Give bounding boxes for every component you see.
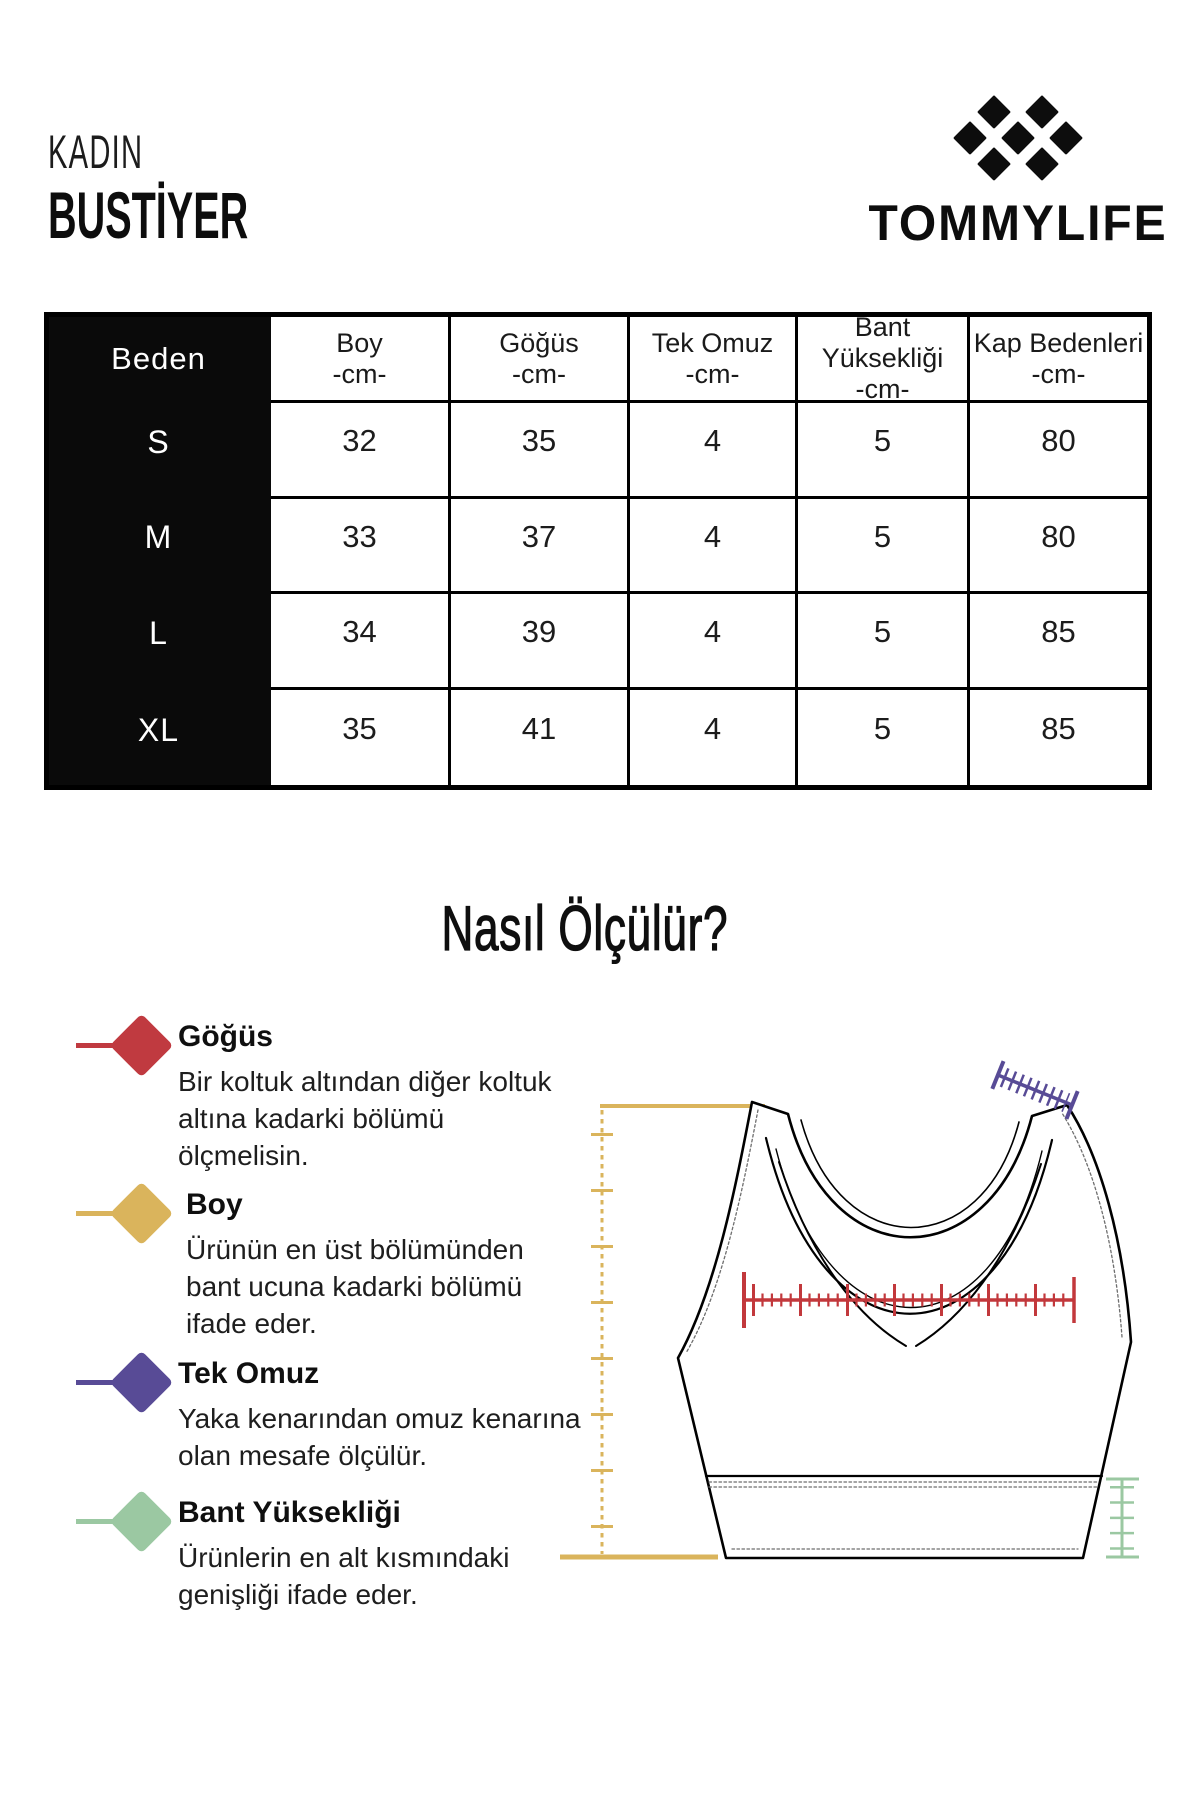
table-cell: 37: [451, 499, 630, 595]
column-header-beden: Beden: [49, 317, 271, 403]
measurement-diagram: [530, 1050, 1150, 1610]
size-label: L: [49, 594, 271, 690]
how-to-measure-title: Nasıl Ölçülür?: [441, 894, 729, 964]
legend-title: Göğüs: [178, 1020, 273, 1053]
bant-yuksekligi-measure-ruler: [1106, 1479, 1139, 1557]
table-cell: 5: [798, 594, 970, 690]
legend-description: Ürünlerin en alt kısmındaki genişliği ifade eder.: [178, 1542, 510, 1610]
table-cell: 35: [271, 690, 451, 786]
table-cell: 4: [630, 690, 798, 786]
table-cell: 4: [630, 403, 798, 499]
legend-title: Boy: [186, 1188, 243, 1221]
brand-block: [848, 92, 1188, 252]
table-cell: 80: [970, 403, 1147, 499]
table-cell: 5: [798, 690, 970, 786]
diamond-grid-icon: [933, 92, 1103, 184]
legend-title: Tek Omuz: [178, 1357, 320, 1390]
legend-description: Ürünün en üst bölümünden bant ucuna kadarki bölümü ifade eder.: [186, 1234, 524, 1339]
table-cell: 32: [271, 403, 451, 499]
diamond-icon: [110, 1014, 174, 1078]
diamond-icon: [110, 1351, 174, 1415]
category-label: KADIN: [48, 125, 144, 178]
table-cell: 34: [271, 594, 451, 690]
column-header-tek-omuz: Tek Omuz -cm-: [630, 317, 798, 403]
table-cell: 4: [630, 594, 798, 690]
table-cell: 85: [970, 594, 1147, 690]
table-cell: 5: [798, 403, 970, 499]
column-header-boy: Boy -cm-: [271, 317, 451, 403]
table-cell: 33: [271, 499, 451, 595]
sports-bra-drawing: [678, 1102, 1131, 1558]
table-cell: 80: [970, 499, 1147, 595]
legend-description: Yaka kenarından omuz kenarına olan mesafe ölçülür.: [178, 1403, 581, 1471]
size-label: XL: [49, 690, 271, 786]
size-label: M: [49, 499, 271, 595]
diamond-icon: [110, 1182, 174, 1246]
product-heading: [48, 125, 382, 252]
table-cell: 5: [798, 499, 970, 595]
diamond-icon: [110, 1490, 174, 1554]
size-table: [44, 312, 1152, 790]
table-cell: 35: [451, 403, 630, 499]
table-cell: 39: [451, 594, 630, 690]
product-title: BUSTİYER: [48, 178, 249, 252]
table-cell: 4: [630, 499, 798, 595]
brand-name: TOMMYLIFE: [868, 195, 1168, 251]
column-header-kap-bedenleri: Kap Bedenleri -cm-: [970, 317, 1147, 403]
column-header-bant-yuksekligi: Bant Yüksekliği -cm-: [798, 317, 970, 403]
column-header-gogus: Göğüs -cm-: [451, 317, 630, 403]
table-cell: 41: [451, 690, 630, 786]
table-cell: 85: [1041, 711, 1076, 747]
legend-title: Bant Yüksekliği: [178, 1496, 401, 1529]
size-label: S: [49, 403, 271, 499]
legend-description: Bir koltuk altından diğer koltuk altına kadarki bölümü ölçmelisin.: [178, 1066, 552, 1171]
how-to-measure-heading-wrap: [0, 893, 1170, 965]
